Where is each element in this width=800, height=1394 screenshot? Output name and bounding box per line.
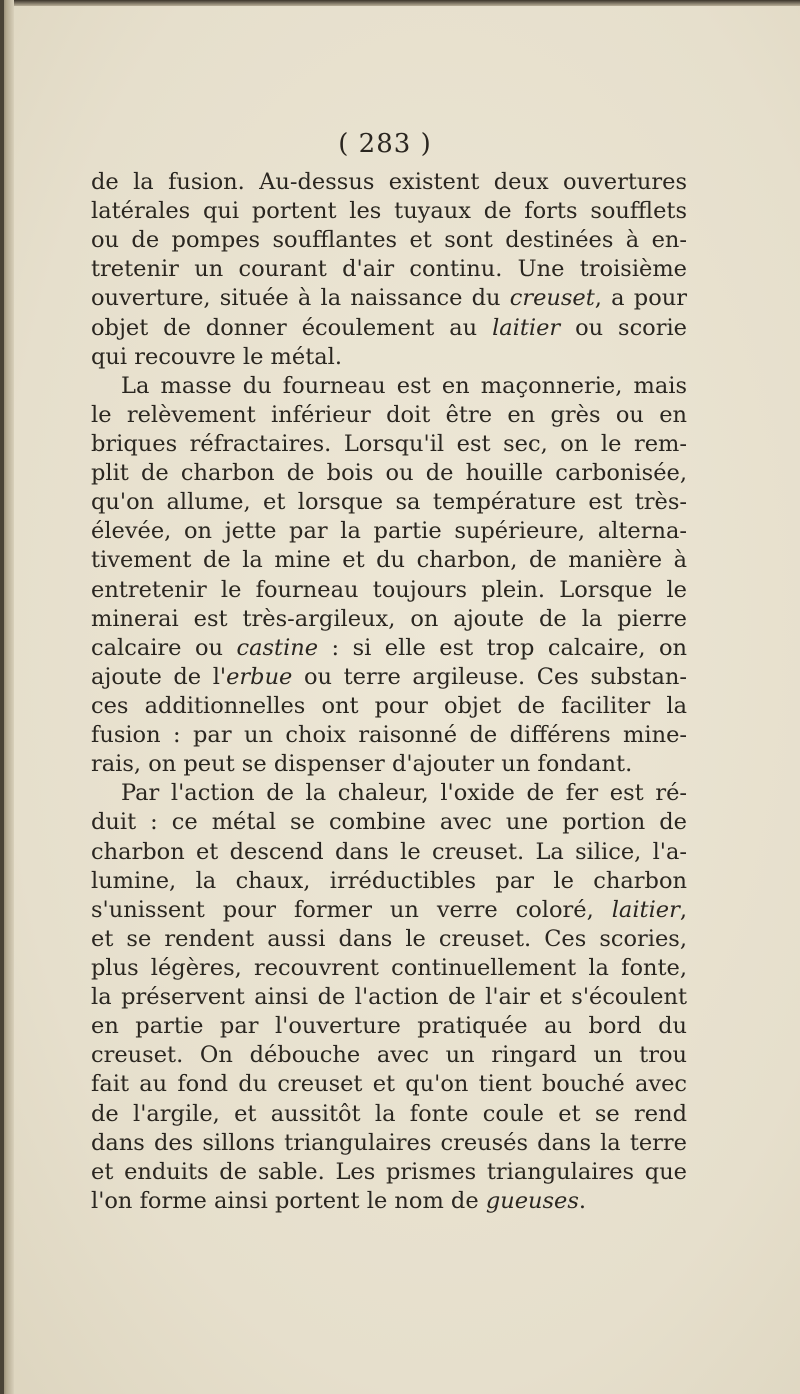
text-run: ces additionnelles ont pour objet de faciliter la xyxy=(91,692,687,719)
text-run: plus légères, recouvrent continuellement la fonte, xyxy=(91,954,687,981)
text-line xyxy=(91,867,687,896)
text-line xyxy=(91,808,687,837)
page-top-edge xyxy=(0,0,800,6)
paragraph xyxy=(91,779,687,1216)
text-line xyxy=(91,1158,687,1187)
text-line xyxy=(91,692,687,721)
text-run: en partie par l'ouverture pratiquée au bord du xyxy=(91,1013,687,1040)
text-line xyxy=(91,1187,687,1216)
italic-term: gueuses xyxy=(485,1187,579,1214)
text-line xyxy=(91,838,687,867)
text-run: tivement de la mine et du charbon, de manière à xyxy=(91,547,688,574)
text-line xyxy=(91,954,687,983)
text-run: de l'argile, et aussitôt la fonte coule et se rend xyxy=(91,1100,688,1127)
text-line xyxy=(91,430,687,459)
italic-term: creuset xyxy=(509,285,595,312)
text-run: fait au fond du creuset et qu'on tient bouché avec xyxy=(91,1071,687,1098)
text-run: minerai est très-argileux, on ajoute de la pierre xyxy=(91,605,687,632)
text-line xyxy=(91,663,687,692)
text-line xyxy=(91,488,687,517)
text-line xyxy=(91,226,687,255)
text-run: calcaire ou xyxy=(91,634,237,661)
text-line xyxy=(91,605,687,634)
text-line xyxy=(91,1070,687,1099)
text-run: l'on forme ainsi portent le nom de xyxy=(91,1187,486,1214)
text-run: , xyxy=(679,896,687,923)
paragraph xyxy=(91,168,687,372)
text-run: le relèvement inférieur doit être en grès ou en xyxy=(91,401,687,428)
text-line xyxy=(91,197,687,226)
text-run: dans des sillons triangulaires creusés dans la terre xyxy=(91,1129,687,1156)
text-line xyxy=(91,459,687,488)
text-line xyxy=(91,576,687,605)
text-run: duit : ce métal se combine avec une portion de xyxy=(91,809,687,836)
text-line xyxy=(91,314,687,343)
page-number: ( 283 ) xyxy=(338,129,432,159)
text-run: , a pour xyxy=(594,285,687,312)
text-run: briques réfractaires. Lorsqu'il est sec, on le rem- xyxy=(91,430,687,457)
text-line xyxy=(91,1129,687,1158)
text-run: entretenir le fourneau toujours plein. Lorsque le xyxy=(91,576,687,603)
text-run: ou terre argileuse. Ces substan- xyxy=(292,663,687,690)
text-run: lumine, la chaux, irréductibles par le charbon xyxy=(91,867,687,894)
text-run: qui recouvre le métal. xyxy=(91,343,343,370)
text-line xyxy=(91,546,687,575)
text-line xyxy=(91,983,687,1012)
text-line xyxy=(91,750,687,779)
text-line xyxy=(91,255,687,284)
body-text xyxy=(91,168,687,1216)
text-run: et enduits de sable. Les prismes triangulaires que xyxy=(91,1158,687,1185)
text-run: qu'on allume, et lorsque sa température est très- xyxy=(91,489,687,516)
italic-term: erbue xyxy=(226,663,293,690)
text-run: . xyxy=(578,1187,587,1214)
page-binding-shadow xyxy=(0,0,4,1394)
italic-term: laitier xyxy=(611,896,680,923)
text-run: ou de pompes soufflantes et sont destinées à en- xyxy=(91,227,687,254)
text-line xyxy=(91,896,687,925)
text-run: objet de donner écoulement au xyxy=(91,314,493,341)
text-run: ou scorie xyxy=(560,314,687,341)
text-line xyxy=(91,401,687,430)
text-run: latérales qui portent les tuyaux de forts soufflets xyxy=(91,198,687,225)
text-line xyxy=(91,925,687,954)
text-line xyxy=(91,284,687,313)
text-run: tretenir un courant d'air continu. Une troisième xyxy=(91,256,687,283)
text-run: La masse du fourneau est en maçonnerie, mais xyxy=(121,372,687,399)
text-line xyxy=(91,1100,687,1129)
paragraph xyxy=(91,372,687,780)
text-line xyxy=(91,343,687,372)
text-run: charbon et descend dans le creuset. La silice, l'a- xyxy=(91,838,687,865)
text-line xyxy=(91,168,687,197)
text-run: élevée, on jette par la partie supérieure, alterna- xyxy=(91,518,687,545)
text-line xyxy=(91,1041,687,1070)
text-line xyxy=(91,517,687,546)
text-run: rais, on peut se dispenser d'ajouter un fondant. xyxy=(91,751,633,778)
text-run: creuset. On débouche avec un ringard un trou xyxy=(91,1042,688,1069)
text-run: et se rendent aussi dans le creuset. Ces scories, xyxy=(91,925,687,952)
text-run: s'unissent pour former un verre coloré, xyxy=(91,896,612,923)
text-line xyxy=(91,634,687,663)
text-line xyxy=(91,779,687,808)
text-run: Par l'action de la chaleur, l'oxide de fer est ré- xyxy=(121,780,687,807)
italic-term: laitier xyxy=(492,314,561,341)
text-run: : si elle est trop calcaire, on xyxy=(318,634,687,661)
text-line xyxy=(91,372,687,401)
text-run: de la fusion. Au-dessus existent deux ouvertures xyxy=(91,169,687,195)
text-run: fusion : par un choix raisonné de différens mine- xyxy=(91,722,687,749)
text-line xyxy=(91,721,687,750)
text-run: la préservent ainsi de l'action de l'air et s'écoulent xyxy=(91,984,688,1011)
text-line xyxy=(91,1012,687,1041)
text-run: ouverture, située à la naissance du xyxy=(91,285,510,312)
text-run: ajoute de l' xyxy=(91,663,227,690)
text-run: plit de charbon de bois ou de houille carbonisée, xyxy=(91,460,687,487)
italic-term: castine xyxy=(236,634,319,661)
